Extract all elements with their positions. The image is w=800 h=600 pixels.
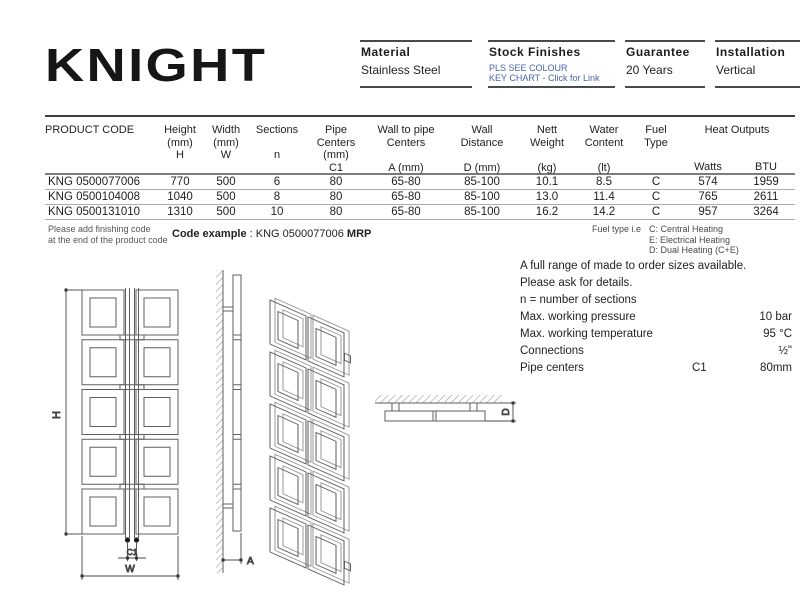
column-header: Height (mm) H — [164, 124, 196, 161]
table-cell: 13.0 — [535, 191, 559, 203]
side-view-dimensions — [222, 533, 255, 567]
fuel-type-item: E: Electrical Heating — [649, 234, 731, 245]
table-cell: 85-100 — [464, 191, 500, 203]
table-cell: 957 — [698, 206, 718, 218]
code-example-note — [172, 228, 371, 240]
fuel-type-note-label: Fuel type i.e — [592, 224, 642, 234]
table-cell: 8 — [273, 191, 281, 203]
isometric-view-drawing — [270, 296, 351, 588]
table-cell: 11.4 — [593, 191, 615, 203]
spec-line — [520, 309, 792, 326]
fuel-type-item: C: Central Heating — [649, 224, 724, 234]
installation-title: Installation — [716, 45, 786, 59]
table-cell: 2611 — [753, 191, 779, 203]
table-cell: 6 — [273, 176, 281, 188]
table-cell: 65-80 — [391, 206, 421, 218]
table-cell: 65-80 — [391, 191, 421, 203]
column-header: Width (mm) W — [211, 124, 241, 161]
table-cell: C — [651, 176, 661, 188]
table-cell: 1310 — [167, 206, 193, 218]
fuel-type-items — [649, 224, 739, 256]
column-header: Nett Weight (kg) — [529, 124, 565, 174]
table-cell: 1959 — [753, 176, 779, 188]
table-cell: C — [651, 191, 661, 203]
technical-drawings — [30, 258, 540, 600]
spec-line — [520, 360, 792, 377]
table-cell: 3264 — [753, 206, 779, 218]
table-cell: 80 — [329, 191, 343, 203]
info-line: A full range of made to order sizes available. — [520, 260, 747, 272]
table-cell: 14.2 — [592, 206, 616, 218]
table-row — [45, 190, 795, 205]
table-cell: 8.5 — [596, 176, 612, 188]
table-cell: 500 — [216, 176, 236, 188]
column-header: Water Content (lt) — [584, 124, 624, 174]
info-panel — [520, 258, 792, 377]
guarantee-title: Guarantee — [626, 45, 690, 59]
colour-key-chart-link-line1[interactable]: PLS SEE COLOUR — [489, 63, 568, 73]
spec-value: ½" — [778, 345, 792, 357]
brand-logo: KNIGHT — [45, 39, 268, 91]
table-cell: KNG 0500077006 — [48, 176, 141, 188]
column-header: Wall Distance D (mm) — [460, 124, 504, 174]
installation-value: Vertical — [716, 63, 756, 77]
table-cell: KNG 0500104008 — [48, 191, 141, 203]
plan-view-drawing — [375, 395, 502, 421]
dim-label-h: H — [51, 411, 63, 419]
front-view-drawing — [82, 288, 178, 543]
column-header: PRODUCT CODE — [45, 124, 135, 136]
spec-mid — [692, 343, 778, 360]
side-view-drawing — [216, 270, 241, 573]
colour-key-chart-link-line2[interactable]: KEY CHART - Click for Link — [489, 73, 600, 83]
colour-key-chart-link[interactable] — [489, 63, 614, 83]
stock-finishes-title: Stock Finishes — [489, 45, 581, 59]
table-row — [45, 205, 795, 220]
column-header: Fuel Type — [644, 124, 668, 149]
stock-finishes-block — [488, 40, 615, 88]
material-block — [360, 40, 472, 88]
spec-value: 95 °C — [763, 328, 792, 340]
spec-label: Connections — [520, 345, 584, 357]
material-title: Material — [361, 45, 411, 59]
info-panel-specs — [520, 309, 792, 377]
table-cell: 80 — [329, 176, 343, 188]
spec-line — [520, 343, 792, 360]
column-subheader: BTU — [755, 160, 777, 173]
column-header: Pipe Centers (mm) C1 — [316, 124, 356, 174]
product-spec-table — [45, 120, 795, 220]
code-example-label: Code example — [172, 228, 247, 240]
column-header-heat-outputs — [679, 124, 795, 173]
guarantee-value: 20 Years — [626, 63, 673, 77]
code-example-value: KNG 0500077006 — [255, 228, 347, 240]
table-cell: 500 — [216, 191, 236, 203]
fuel-type-item: D: Dual Heating (C+E) — [649, 245, 739, 255]
guarantee-block — [625, 40, 705, 88]
table-cell: 500 — [216, 206, 236, 218]
code-example-separator: : — [246, 228, 256, 240]
spec-mid: C1 — [692, 362, 707, 374]
table-row — [45, 175, 795, 190]
dim-label-c1: C1 — [126, 547, 138, 557]
finishing-code-note — [48, 224, 168, 245]
plan-view-dimensions — [485, 402, 516, 423]
spec-value: 10 bar — [759, 311, 792, 323]
spec-mid — [692, 326, 763, 343]
table-cell: 765 — [698, 191, 718, 203]
code-example-suffix: MRP — [346, 228, 372, 240]
heat-outputs-title: Heat Outputs — [704, 124, 770, 136]
column-header: Sections n — [255, 124, 299, 161]
table-cell: 85-100 — [464, 206, 500, 218]
dim-label-w: W — [125, 564, 135, 575]
header-divider — [45, 115, 795, 117]
installation-block — [715, 40, 800, 88]
table-cell: 574 — [698, 176, 718, 188]
table-body — [45, 175, 795, 220]
spec-line — [520, 326, 792, 343]
finishing-code-note-line2: at the end of the product code — [48, 234, 168, 245]
table-cell: 80 — [329, 206, 343, 218]
table-cell: 65-80 — [391, 176, 421, 188]
table-cell: 16.2 — [535, 206, 559, 218]
info-line: Please ask for details. — [520, 277, 633, 289]
table-cell: 10.1 — [535, 176, 559, 188]
table-cell: 1040 — [167, 191, 193, 203]
table-cell: C — [651, 206, 661, 218]
dim-label-d: D — [501, 408, 512, 416]
spec-label: Max. working pressure — [520, 311, 636, 323]
info-line: n = number of sections — [520, 294, 637, 306]
table-cell: 10 — [270, 206, 284, 218]
info-panel-lines — [520, 258, 792, 309]
table-cell: 770 — [170, 176, 190, 188]
table-cell: 85-100 — [464, 176, 500, 188]
spec-label: Pipe centers — [520, 362, 584, 374]
spec-label: Max. working temperature — [520, 328, 653, 340]
material-value: Stainless Steel — [361, 63, 441, 77]
fuel-type-note — [592, 224, 739, 256]
spec-value: 80mm — [760, 362, 792, 374]
column-subheader: Watts — [694, 160, 722, 173]
table-cell: KNG 0500131010 — [48, 206, 141, 218]
column-header: Wall to pipe Centers A (mm) — [377, 124, 435, 174]
dim-label-a: A — [247, 556, 254, 567]
table-header-row — [45, 120, 795, 175]
finishing-code-note-line1: Please add finishing code — [48, 224, 151, 234]
spec-mid — [692, 309, 759, 326]
